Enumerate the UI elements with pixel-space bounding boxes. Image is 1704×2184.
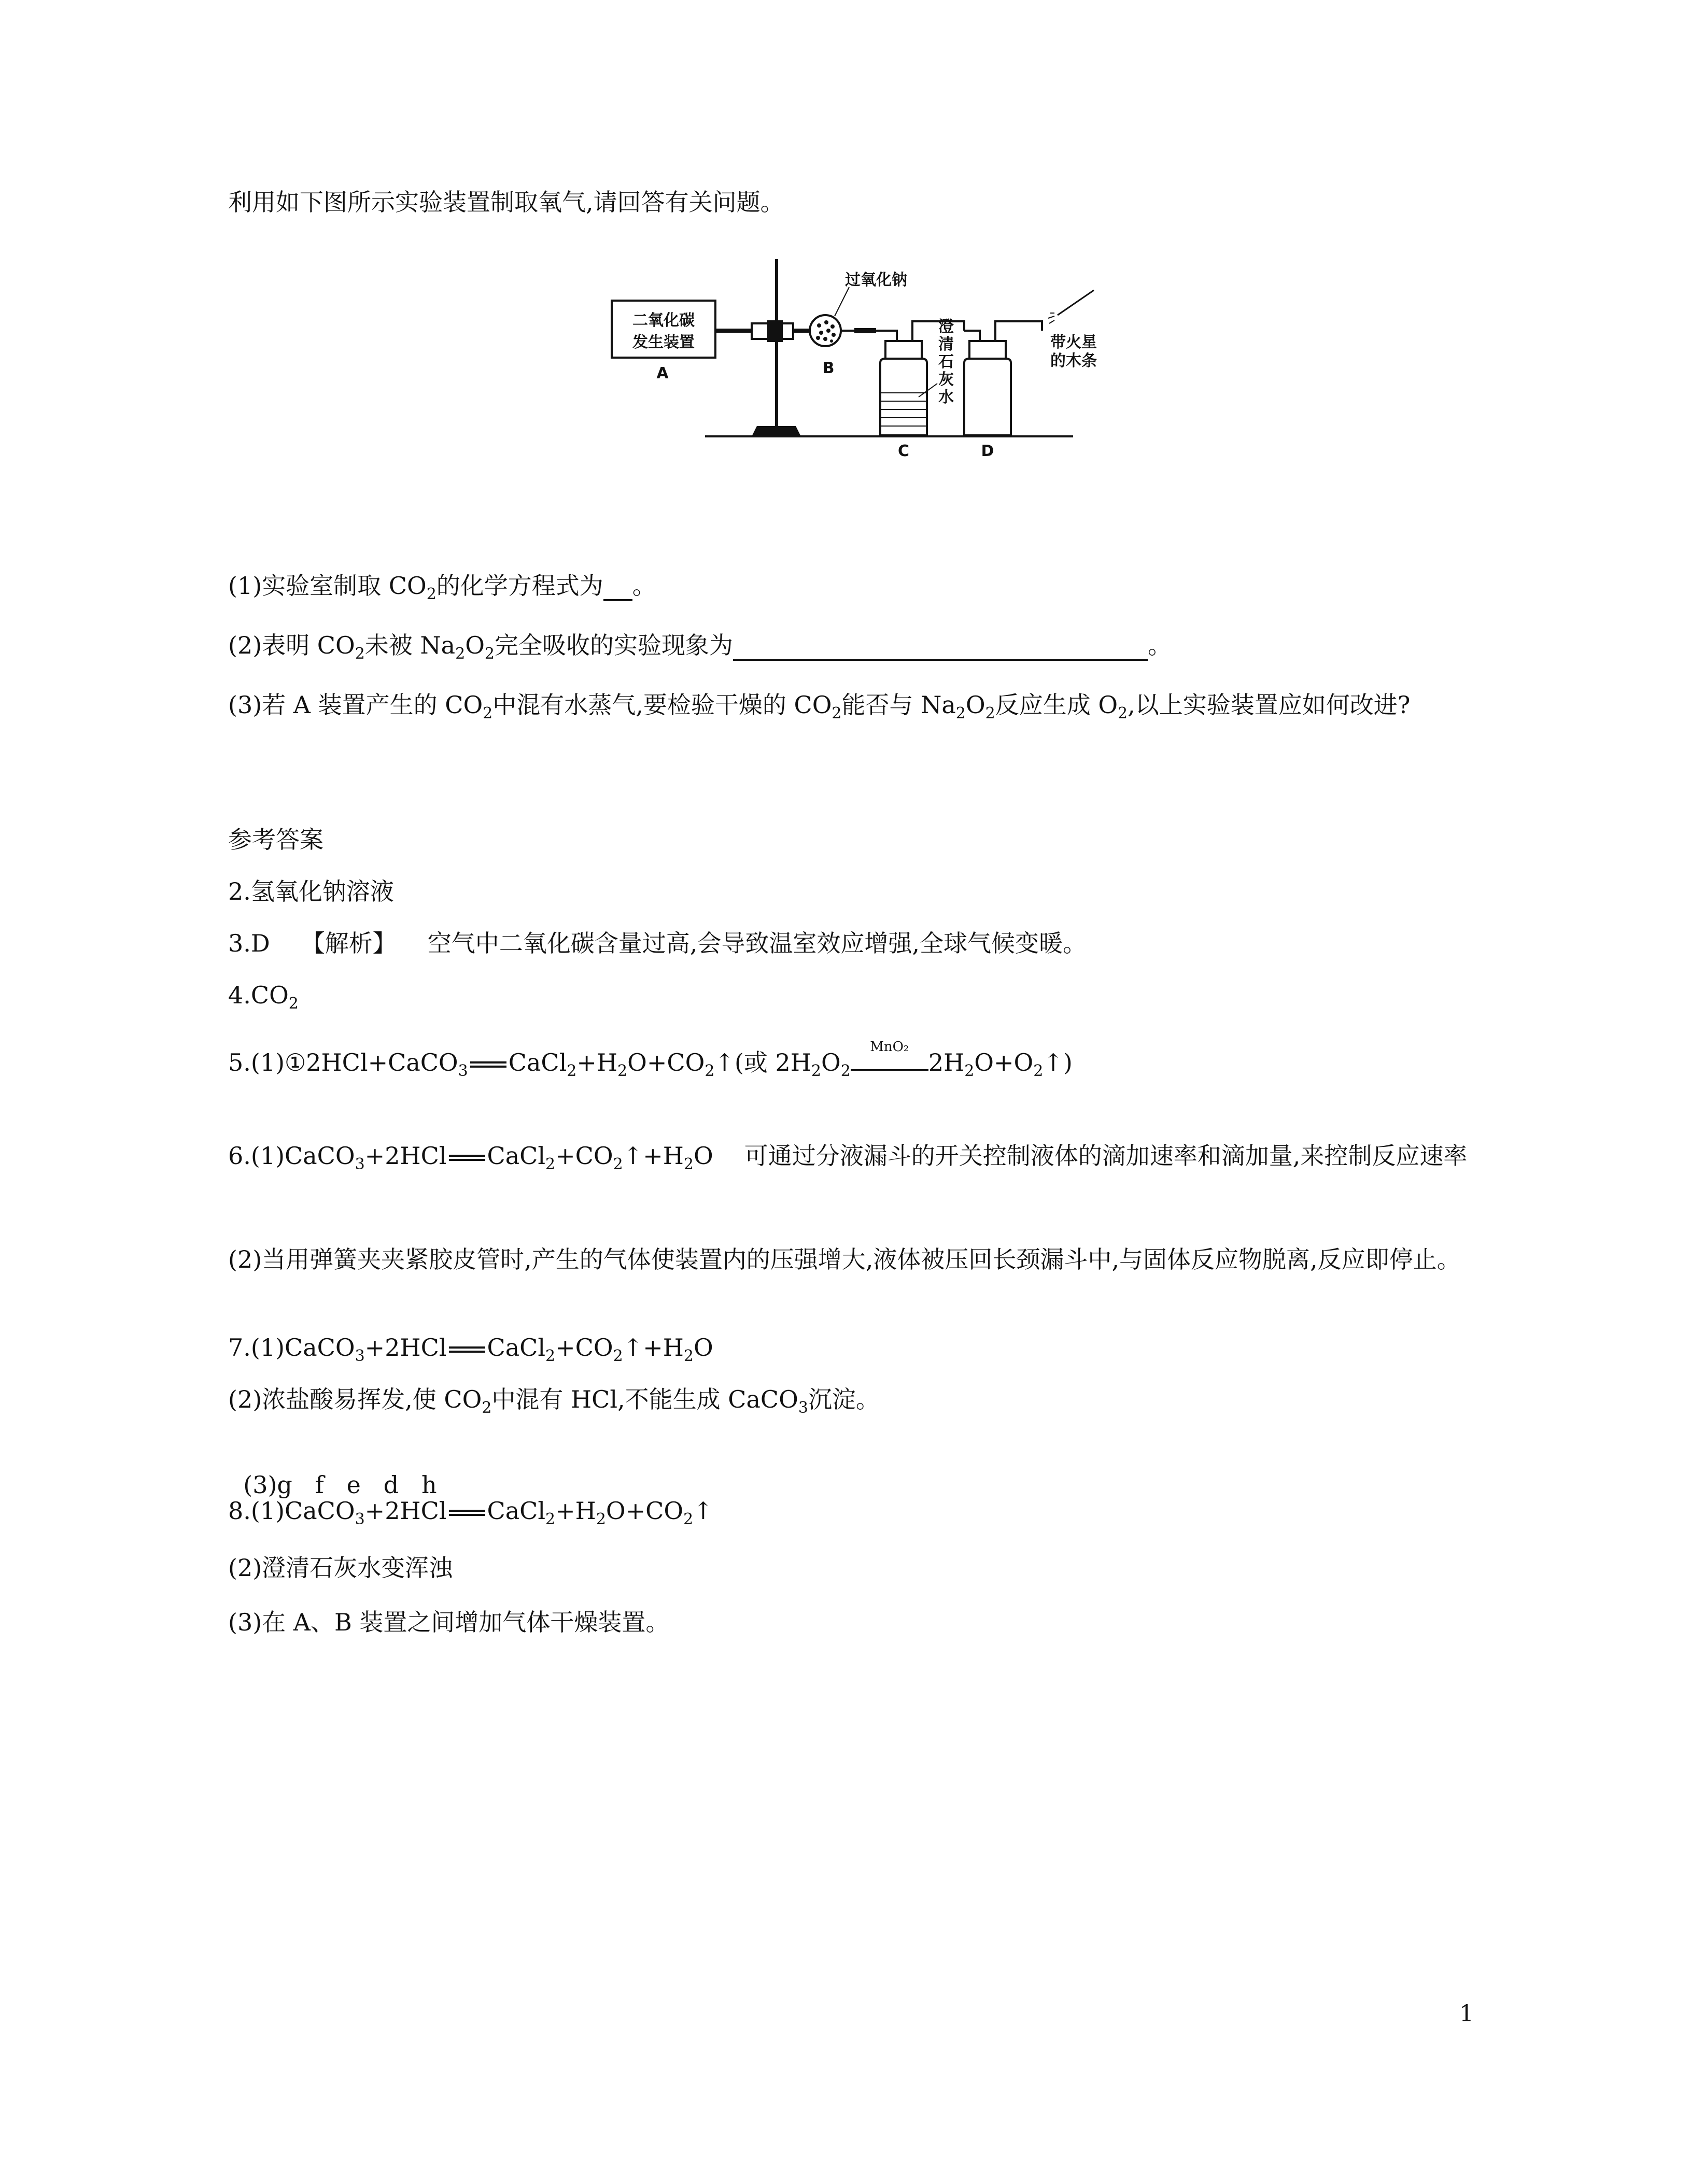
label-limewater xyxy=(938,318,954,406)
page-number: 1 xyxy=(1459,2001,1474,2027)
catalyst-arrow: MnO₂ xyxy=(851,1055,928,1071)
box-label-line1: 二氧化碳 xyxy=(632,311,695,330)
question-2: (2)表明 $CO_2$未被 $Na_2O_2$完全吸收的实验现象为 。 xyxy=(228,631,1172,663)
answer-6-2: (2)当用弹簧夹夹紧胶皮管时,产生的气体使装置内的压强增大,液体被压回长颈漏斗中,与固体反应物脱离,反应即停止。 xyxy=(228,1245,1461,1273)
svg-text:清: 清 xyxy=(938,335,954,353)
label-splint-2: 的木条 xyxy=(1050,352,1097,370)
question-3: (3)若 A 装置产生的 $CO_2$中混有水蒸气,要检验干燥的 $CO_2$能否与 $Na_2O_2$反应生成 $O_2$,以上实验装置应如何改进? xyxy=(228,691,1411,722)
equals-sign xyxy=(470,1061,506,1068)
bottle-c-stopper xyxy=(885,341,922,359)
answer-blank-1[interactable] xyxy=(603,576,632,601)
apparatus-diagram xyxy=(601,254,1120,472)
analysis-tag: 【解析】 xyxy=(301,929,397,957)
bottle-d-stopper xyxy=(969,341,1006,359)
label-c: C xyxy=(897,442,910,460)
glowing-splint xyxy=(1048,290,1094,323)
label-b: B xyxy=(822,359,835,377)
answer-2: 2.氢氧化钠溶液 xyxy=(228,877,394,905)
stand-base xyxy=(752,426,801,436)
answers-heading: 参考答案 xyxy=(228,826,323,854)
equals-sign xyxy=(449,1346,485,1353)
answer-7-3: (3)g f e d h xyxy=(243,1471,437,1499)
label-na2o2: 过氧化钠 xyxy=(845,271,907,289)
na2o2-leader xyxy=(835,287,849,316)
bottle-c xyxy=(880,359,927,435)
svg-text:石: 石 xyxy=(938,353,954,371)
answer-6-1: 6.(1)CaCO$_3$+2HCl $CaCl_2+CO_2↑+H_2O$ 可通过分液漏斗的开关控制液体的滴加速率和滴加量,来控制反应速率 xyxy=(228,1142,1468,1173)
answer-3: 3.D 【解析】 空气中二氧化碳含量过高,会导致温室效应增强,全球气候变暖。 xyxy=(228,929,1087,957)
label-d: D xyxy=(981,442,994,460)
equals-sign xyxy=(449,1155,485,1161)
answer-8-2: (2)澄清石灰水变浑浊 xyxy=(228,1554,453,1582)
na2o2-tube xyxy=(810,315,841,346)
answer-7-1: 7.(1)CaCO$_3$+2HCl $CaCl_2+CO_2↑+H_2O$ xyxy=(228,1334,713,1365)
question-1: (1)实验室制取 $CO_2$的化学方程式为 。 xyxy=(228,572,656,603)
svg-text:澄: 澄 xyxy=(938,318,954,336)
answer-8-1: 8.(1)CaCO$_3$+2HCl $CaCl_2+H_2O+CO_2↑$ xyxy=(228,1497,713,1528)
label-a: A xyxy=(656,364,669,382)
answer-7-2: (2)浓盐酸易挥发,使 $CO_2$中混有 HCl,不能生成 CaCO$_3$沉淀。 xyxy=(228,1385,880,1417)
svg-text:水: 水 xyxy=(938,388,954,406)
answer-5: 5.(1)①2HCl+CaCO$_3$ $CaCl_2+H_2O+CO_2↑$(或 $2H_2O_2$ MnO₂ $2H_2O+O_2↑$) xyxy=(228,1039,1073,1080)
question-intro: 利用如下图所示实验装置制取氧气,请回答有关问题。 xyxy=(228,188,784,216)
svg-text:灰: 灰 xyxy=(938,371,954,389)
answer-blank-2[interactable] xyxy=(733,636,1148,661)
equals-sign xyxy=(449,1510,485,1516)
label-splint-1: 带火星 xyxy=(1050,333,1097,351)
answer-8-3: (3)在 A、B 装置之间增加气体干燥装置。 xyxy=(228,1608,670,1636)
clamp-block xyxy=(767,320,783,342)
box-label-line2: 发生装置 xyxy=(632,333,695,351)
answer-4: $4.CO_2$ xyxy=(228,981,299,1013)
bottle-d xyxy=(964,359,1011,435)
